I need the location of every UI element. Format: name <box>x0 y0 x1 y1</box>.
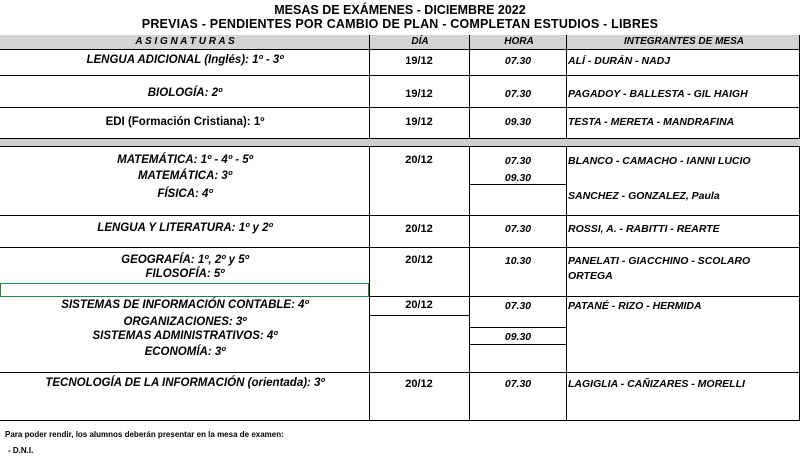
mesa-cell[interactable]: BLANCO - CAMACHO - IANNI LUCIO <box>568 155 751 167</box>
mesa-cell[interactable]: PATANÉ - RIZO - HERMIDA <box>568 300 702 312</box>
sheet-subtitle: PREVIAS - PENDIENTES POR CAMBIO DE PLAN - COMPLETAN ESTUDIOS - LIBRES <box>141 17 659 31</box>
hora-cell[interactable]: 07.30 <box>504 88 532 100</box>
day-cell[interactable]: 20/12 <box>405 378 433 390</box>
subject-cell[interactable]: ORGANIZACIONES: 3º <box>123 316 247 328</box>
subject-cell[interactable]: TECNOLOGÍA DE LA INFORMACIÓN (orientada): 3º <box>45 377 325 389</box>
separator-band <box>0 138 800 146</box>
day-cell[interactable]: 19/12 <box>405 55 433 67</box>
subject-cell[interactable]: EDI (Formación Cristiana): 1º <box>105 116 265 128</box>
grid-line <box>370 315 470 316</box>
hora-cell[interactable]: 07.30 <box>504 155 532 167</box>
hora-cell[interactable]: 10.30 <box>504 255 532 267</box>
grid-line <box>0 247 800 248</box>
grid-line <box>0 420 800 421</box>
header-asignaturas[interactable]: A S I G N A T U R A S <box>0 35 370 50</box>
mesa-cell[interactable]: LAGIGLIA - CAÑIZARES - MORELLI <box>568 378 745 390</box>
grid-line <box>0 215 800 216</box>
subject-cell[interactable]: SISTEMAS ADMINISTRATIVOS: 4º <box>92 330 278 342</box>
mesa-cell[interactable]: ALÍ - DURÁN - NADJ <box>568 55 671 67</box>
sheet-title: MESAS DE EXÁMENES - DICIEMBRE 2022 <box>274 3 526 17</box>
mesa-cell[interactable]: SANCHEZ - GONZALEZ, Paula <box>568 190 720 202</box>
subject-cell[interactable]: FILOSOFÍA: 5º <box>145 268 225 280</box>
day-cell[interactable]: 19/12 <box>405 116 433 128</box>
selected-cell[interactable] <box>0 283 369 297</box>
hora-cell[interactable]: 07.30 <box>504 300 532 312</box>
header-integrantes[interactable]: INTEGRANTES DE MESA <box>568 35 800 50</box>
subject-cell[interactable]: GEOGRAFÍA: 1º, 2º y 5º <box>121 254 249 266</box>
mesa-cell[interactable]: PANELATI - GIACCHINO - SCOLARO <box>568 255 751 267</box>
grid-line <box>0 372 800 373</box>
mesa-cell[interactable]: ORTEGA <box>568 270 613 282</box>
hora-cell[interactable]: 09.30 <box>504 172 532 184</box>
hora-cell[interactable]: 07.30 <box>504 55 532 67</box>
grid-line <box>470 344 567 345</box>
subject-cell[interactable]: MATEMÁTICA: 1º - 4º - 5º <box>117 154 253 166</box>
subject-cell[interactable]: LENGUA Y LITERATURA: 1º y 2º <box>97 222 273 234</box>
hora-cell[interactable]: 07.30 <box>504 378 532 390</box>
subject-cell[interactable]: SISTEMAS DE INFORMACIÓN CONTABLE: 4º <box>61 299 309 311</box>
subject-cell[interactable]: ECONOMÍA: 3º <box>144 346 226 358</box>
grid-line <box>0 107 800 108</box>
day-cell[interactable]: 20/12 <box>405 154 433 166</box>
grid-line <box>0 146 800 147</box>
grid-line <box>470 327 567 328</box>
grid-line <box>0 75 800 76</box>
grid-line <box>0 138 800 139</box>
grid-line <box>566 35 567 421</box>
footer-note: Para poder rendir, los alumnos deberán presentar en la mesa de examen: <box>5 430 284 439</box>
mesa-cell[interactable]: TESTA - MERETA - MANDRAFINA <box>568 116 735 128</box>
mesa-cell[interactable]: ROSSI, A. - RABITTI - REARTE <box>568 223 720 235</box>
day-cell[interactable]: 20/12 <box>405 223 433 235</box>
subject-cell[interactable]: MATEMÁTICA: 3º <box>137 170 233 182</box>
mesa-cell[interactable]: PAGADOY - BALLESTA - GIL HAIGH <box>568 88 748 100</box>
header-hora[interactable]: HORA <box>470 35 568 50</box>
day-cell[interactable]: 19/12 <box>405 88 433 100</box>
hora-cell[interactable]: 07.30 <box>504 223 532 235</box>
hora-cell[interactable]: 09.30 <box>504 116 532 128</box>
footer-item-dni: - D.N.I. <box>8 446 34 455</box>
hora-cell[interactable]: 09.30 <box>504 331 532 343</box>
subject-cell[interactable]: BIOLOGÍA: 2º <box>147 87 223 99</box>
header-dia[interactable]: DÍA <box>370 35 470 50</box>
subject-cell[interactable]: FÍSICA: 4º <box>157 188 213 200</box>
subject-cell[interactable]: LENGUA ADICIONAL (Inglés): 1º - 3º <box>86 54 284 66</box>
day-cell[interactable]: 20/12 <box>405 299 433 311</box>
day-cell[interactable]: 20/12 <box>405 254 433 266</box>
